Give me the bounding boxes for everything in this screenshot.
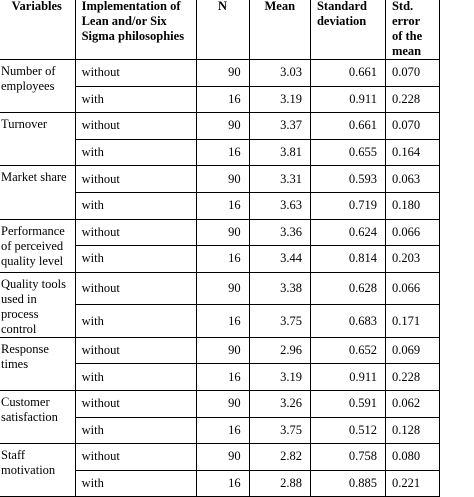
implementation-cell: without [75,272,196,305]
std-deviation-cell: 0.652 [310,337,385,364]
mean-cell: 3.37 [249,113,310,140]
implementation-cell: without [75,337,196,364]
variable-cell: Response times [0,337,75,390]
mean-cell: 3.26 [249,390,310,417]
n-cell: 16 [196,417,249,444]
n-cell: 90 [196,60,249,87]
mean-cell: 3.75 [249,305,310,338]
n-cell: 16 [196,246,249,273]
mean-cell: 3.31 [249,166,310,193]
n-cell: 16 [196,86,249,113]
implementation-cell: with [75,364,196,391]
variable-cell: Turnover [0,113,75,166]
header-implementation: Implementation of Lean and/or Six Sigma philosophies [75,0,196,60]
std-error-cell: 0.069 [385,337,439,364]
std-deviation-cell: 0.911 [310,86,385,113]
implementation-cell: without [75,166,196,193]
std-error-cell: 0.128 [385,417,439,444]
std-error-cell: 0.228 [385,364,439,391]
implementation-cell: without [75,444,196,471]
mean-cell: 3.44 [249,246,310,273]
std-error-cell: 0.080 [385,444,439,471]
std-deviation-cell: 0.628 [310,272,385,305]
mean-cell: 3.81 [249,139,310,166]
header-n: N [196,0,249,60]
n-cell: 16 [196,192,249,219]
table-row [0,166,440,193]
mean-cell: 3.03 [249,60,310,87]
std-error-cell: 0.066 [385,219,439,246]
variable-cell: Quality tools used in process control [0,272,75,337]
std-error-cell: 0.063 [385,166,439,193]
std-deviation-cell: 0.512 [310,417,385,444]
n-cell: 16 [196,364,249,391]
mean-cell: 2.88 [249,470,310,497]
variable-cell: Staff motivation [0,444,75,497]
n-cell: 90 [196,390,249,417]
table-row [0,390,440,417]
std-error-cell: 0.203 [385,246,439,273]
mean-cell: 3.19 [249,86,310,113]
header-std-deviation: Standard deviation [310,0,385,60]
header-row [0,0,440,60]
implementation-cell: with [75,192,196,219]
implementation-cell: with [75,470,196,497]
table-row [0,444,440,471]
std-deviation-cell: 0.661 [310,113,385,140]
implementation-cell: with [75,417,196,444]
implementation-cell: with [75,139,196,166]
implementation-cell: with [75,86,196,113]
table-row [0,337,440,364]
std-deviation-cell: 0.661 [310,60,385,87]
std-error-cell: 0.062 [385,390,439,417]
std-error-cell: 0.228 [385,86,439,113]
std-deviation-cell: 0.885 [310,470,385,497]
mean-cell: 3.75 [249,417,310,444]
implementation-cell: without [75,219,196,246]
implementation-cell: without [75,60,196,87]
variable-cell: Customer satisfaction [0,390,75,443]
std-error-cell: 0.070 [385,113,439,140]
table-body [0,60,440,497]
std-deviation-cell: 0.655 [310,139,385,166]
std-deviation-cell: 0.719 [310,192,385,219]
mean-cell: 3.19 [249,364,310,391]
n-cell: 90 [196,272,249,305]
header-variables: Variables [0,0,75,60]
header-mean: Mean [249,0,310,60]
variable-cell: Market share [0,166,75,219]
n-cell: 90 [196,166,249,193]
implementation-cell: without [75,390,196,417]
n-cell: 90 [196,219,249,246]
implementation-cell: without [75,113,196,140]
n-cell: 16 [196,139,249,166]
table-row [0,60,440,87]
n-cell: 90 [196,444,249,471]
mean-cell: 2.82 [249,444,310,471]
variable-cell: Number of employees [0,60,75,113]
header-std-error: Std. error of the mean [385,0,439,60]
std-deviation-cell: 0.814 [310,246,385,273]
std-error-cell: 0.164 [385,139,439,166]
variable-cell: Performance of perceived quality level [0,219,75,272]
std-deviation-cell: 0.911 [310,364,385,391]
std-deviation-cell: 0.591 [310,390,385,417]
n-cell: 16 [196,470,249,497]
std-error-cell: 0.171 [385,305,439,338]
mean-cell: 3.38 [249,272,310,305]
n-cell: 90 [196,113,249,140]
std-error-cell: 0.221 [385,470,439,497]
std-deviation-cell: 0.683 [310,305,385,338]
mean-cell: 3.63 [249,192,310,219]
n-cell: 16 [196,305,249,338]
table-row [0,272,440,305]
std-deviation-cell: 0.758 [310,444,385,471]
implementation-cell: with [75,246,196,273]
std-deviation-cell: 0.593 [310,166,385,193]
mean-cell: 3.36 [249,219,310,246]
implementation-cell: with [75,305,196,338]
table-row [0,219,440,246]
std-deviation-cell: 0.624 [310,219,385,246]
n-cell: 90 [196,337,249,364]
std-error-cell: 0.070 [385,60,439,87]
std-error-cell: 0.180 [385,192,439,219]
std-error-cell: 0.066 [385,272,439,305]
mean-cell: 2.96 [249,337,310,364]
table-row [0,113,440,140]
